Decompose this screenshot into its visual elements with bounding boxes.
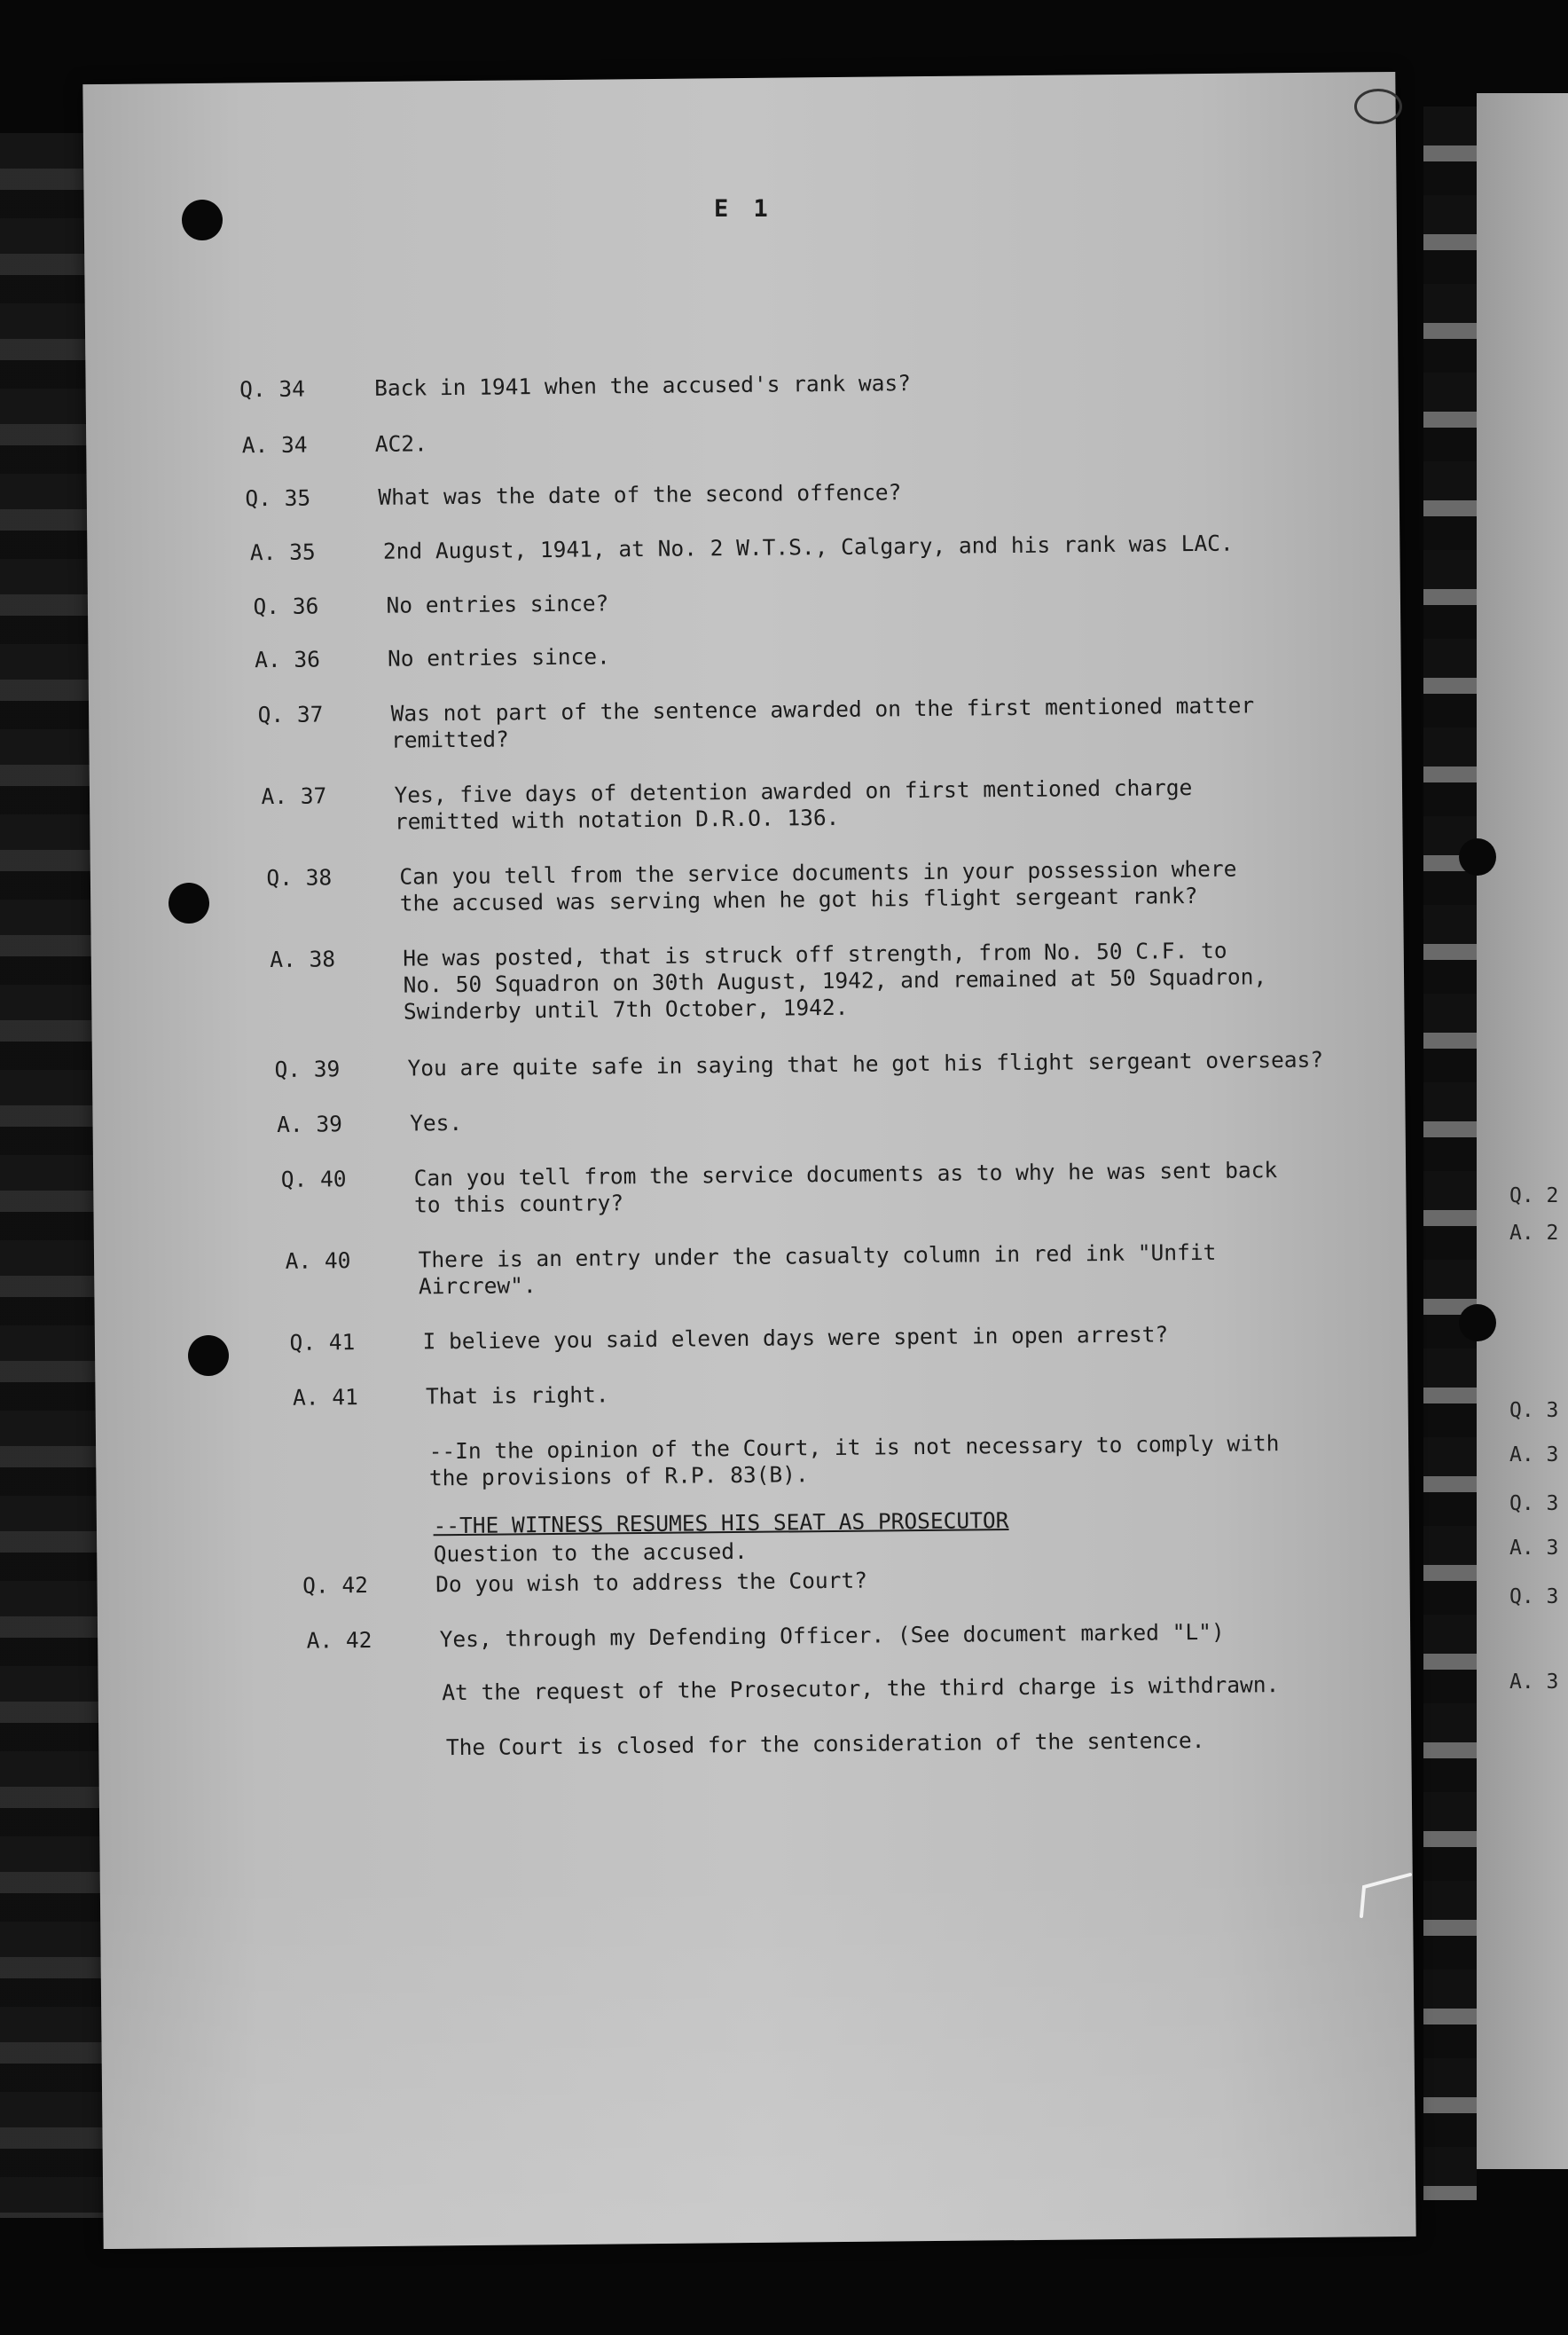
- page-number: E 1: [714, 195, 773, 223]
- entry-label: A. 39: [277, 1111, 343, 1137]
- entry-label: A. 36: [254, 646, 321, 673]
- closing-line: The Court is closed for the consideration of the sentence.: [445, 1726, 1205, 1761]
- entry-label: A. 34: [241, 431, 308, 459]
- entry-label: Q. 34: [239, 375, 306, 403]
- entry-label: Q. 40: [280, 1166, 347, 1192]
- entry-text: Yes, five days of detention awarded on first mentioned charge remitted with notation D.R.O. 136.: [394, 774, 1193, 835]
- entry-label: A. 38: [270, 946, 336, 973]
- entry-text: Do you wish to address the Court?: [435, 1567, 868, 1598]
- entry-text: Can you tell from the service documents in your possession where the accused was serving when he got his flight sergeant rank?: [399, 855, 1237, 916]
- adjacent-page-label: Q. 2: [1509, 1184, 1559, 1207]
- adjacent-page-label: Q. 3: [1509, 1492, 1559, 1515]
- adjacent-page-label: Q. 3: [1509, 1585, 1559, 1608]
- entry-text: 2nd August, 1941, at No. 2 W.T.S., Calgary, and his rank was LAC.: [382, 530, 1234, 564]
- adjacent-page-label: Q. 3: [1509, 1399, 1559, 1422]
- entry-text: No entries since?: [386, 590, 609, 618]
- entry-label: A. 40: [285, 1247, 351, 1274]
- entry-text: No entries since.: [387, 643, 610, 672]
- witness-note: --THE WITNESS RESUMES HIS SEAT AS PROSECUTOR: [433, 1507, 1009, 1539]
- pen-mark: [1357, 1867, 1419, 1921]
- entry-text: AC2.: [374, 430, 427, 457]
- entry-label: Q. 42: [302, 1572, 369, 1599]
- entry-text: You are quite safe in saying that he got his flight sergeant overseas?: [407, 1046, 1324, 1081]
- entry-text: Yes, through my Defending Officer. (See document marked "L"): [439, 1618, 1225, 1653]
- entry-label: Q. 38: [266, 864, 333, 892]
- entry-text: I believe you said eleven days were spent in open arrest?: [422, 1321, 1169, 1355]
- entry-text: Was not part of the sentence awarded on the first mentioned matter remitted?: [390, 692, 1255, 753]
- entry-label: Q. 35: [245, 484, 311, 512]
- entry-text: Back in 1941 when the accused's rank was?: [374, 370, 912, 401]
- entry-text: He was posted, that is struck off strength, from No. 50 C.F. to No. 50 Squadron on 30th August, 1942, and remained at 50 Squadron, Swinderby until 7th October, 1942.: [403, 937, 1267, 1025]
- entry-label: A. 42: [306, 1626, 372, 1654]
- entry-text: There is an entry under the casualty column in red ink "Unfit Aircrew".: [418, 1238, 1217, 1300]
- entry-label: A. 41: [292, 1384, 358, 1411]
- entry-text: Yes.: [409, 1109, 463, 1136]
- adjacent-page-label: A. 2: [1509, 1222, 1559, 1245]
- entry-text: That is right.: [425, 1381, 609, 1410]
- entry-text: What was the date of the second offence?: [378, 479, 902, 510]
- court-note: --In the opinion of the Court, it is not necessary to comply with the provisions of R.P. 83(B).: [428, 1430, 1280, 1491]
- entry-label: A. 37: [261, 782, 327, 810]
- entry-label: A. 35: [249, 539, 316, 566]
- entry-label: Q. 37: [257, 701, 324, 728]
- entry-label: Q. 39: [274, 1056, 341, 1082]
- closing-line: At the request of the Prosecutor, the third charge is withdrawn.: [442, 1671, 1280, 1706]
- adjacent-page-label: A. 3: [1509, 1671, 1559, 1694]
- entry-label: Q. 41: [289, 1329, 356, 1356]
- adjacent-page-label: A. 3: [1509, 1443, 1559, 1466]
- entry-label: Q. 36: [253, 593, 319, 620]
- entry-text: Can you tell from the service documents as to why he was sent back to this country?: [413, 1157, 1278, 1218]
- question-to-accused: Question to the accused.: [433, 1537, 748, 1568]
- adjacent-page-label: A. 3: [1509, 1537, 1559, 1560]
